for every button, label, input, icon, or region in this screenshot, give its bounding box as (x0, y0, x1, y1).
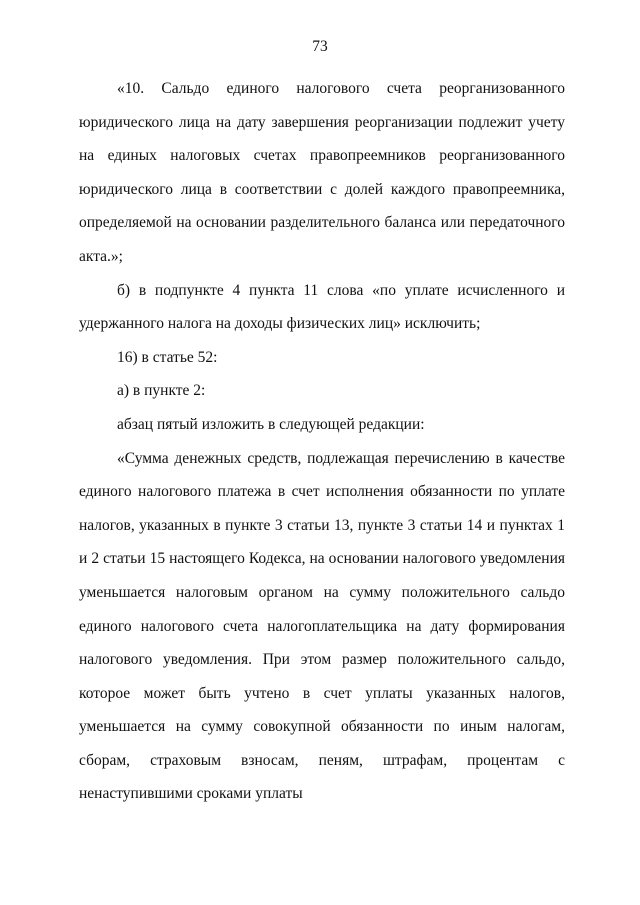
paragraph-quoted-text: «Сумма денежных средств, подлежащая перечислению в качестве единого налогового платежа в счет исполнения обязанности по уплате налогов, указанных в пункте 3 статьи 13, пункте 3 статьи 14 и пунктах 1 и 2 статьи 15 настоящего Кодекса, на основании налогового уведомления уменьшается налоговым органом на сумму положительного сальдо единого налогового счета налогоплательщика на дату формирования налогового уведомления. При этом размер положительного сальдо, которое может быть учтено в счет уплаты указанных налогов, уменьшается на сумму совокупной обязанности по иным налогам, сборам, страховым взносам, пеням, штрафам, процентам с ненаступившими сроками уплаты (79, 449, 565, 803)
paragraph-article-10: «10. Сальдо единого налогового счета реорганизованного юридического лица на дату завершения реорганизации подлежит учету на единых налоговых счетах правопреемников реорганизованного юридического лица в соответствии с долей каждого правопреемника, определяемой на основании разделительного баланса или передаточного акта.»; (79, 80, 565, 265)
page-number: 73 (312, 38, 328, 55)
paragraph-subpoint-b: б) в подпункте 4 пункта 11 слова «по уплате исчисленного и удержанного налога на доходы физических лиц» исключить; (79, 281, 565, 333)
paragraph-item-16: 16) в статье 52: (117, 348, 218, 366)
paragraph-instruction: абзац пятый изложить в следующей редакции: (117, 415, 425, 433)
document-body (79, 72, 565, 811)
paragraph-subpoint-a: а) в пункте 2: (117, 382, 206, 400)
